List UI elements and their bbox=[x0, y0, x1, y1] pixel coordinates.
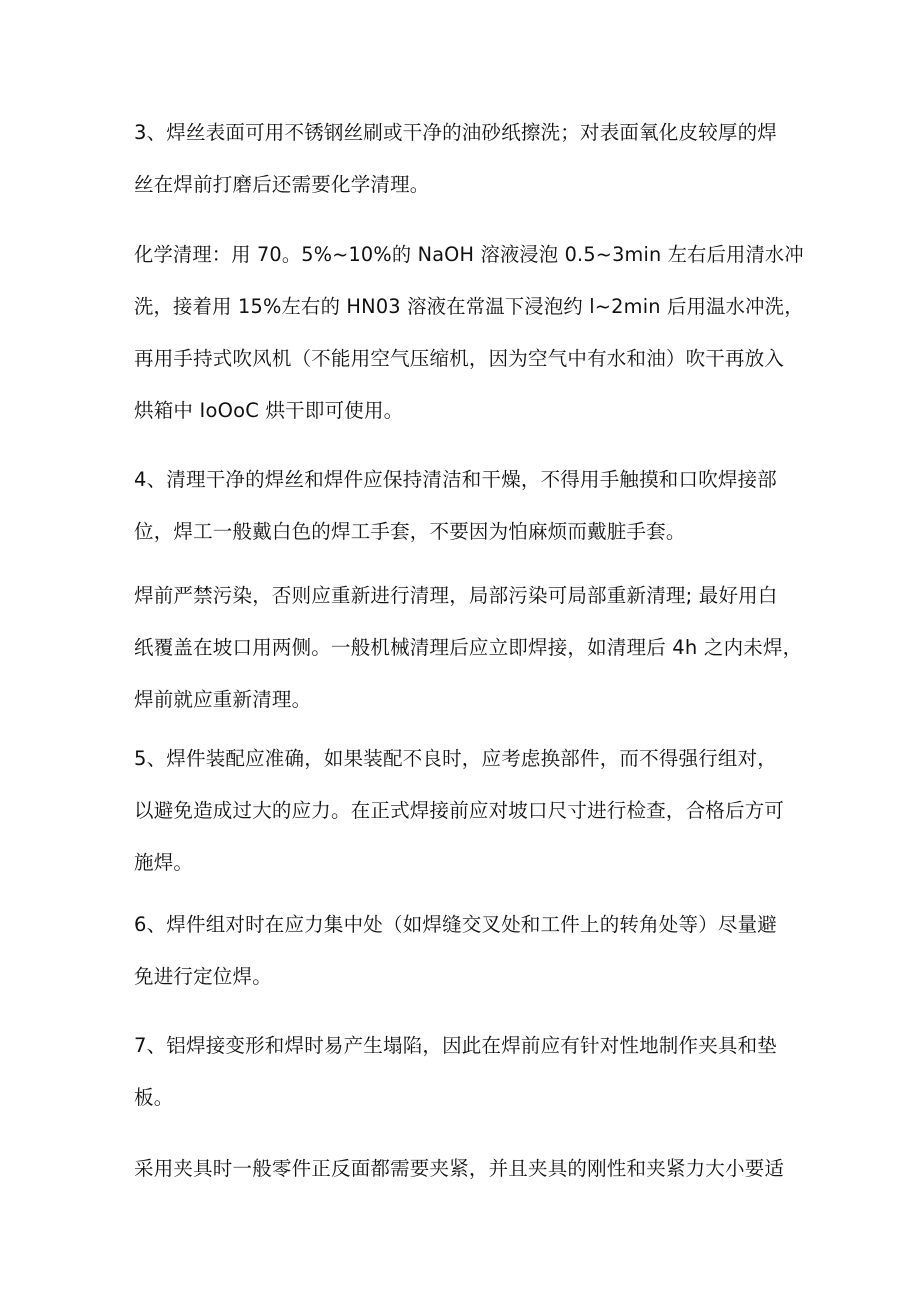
text-line: 位，焊工一般戴白色的焊工手套，不要因为怕麻烦而戴脏手套。 bbox=[134, 520, 686, 543]
text-line: 焊前严禁污染，否则应重新进行清理，局部污染可局部重新清理; 最好用白 bbox=[134, 584, 778, 607]
text-line: 免进行定位焊。 bbox=[134, 965, 272, 988]
paragraph-3-wire-cleaning bbox=[134, 107, 794, 211]
text-line: 焊前就应重新清理。 bbox=[134, 688, 312, 711]
text-line: 7、铝焊接变形和焊时易产生塌陷，因此在焊前应有针对性地制作夹具和垫 bbox=[134, 1034, 778, 1057]
text-line: 化学清理：用 70。5%~10%的 NaOH 溶液浸泡 0.5~3min 左右后用清水冲 bbox=[134, 243, 804, 266]
paragraph-clamping bbox=[134, 1143, 794, 1195]
text-line: 施焊。 bbox=[134, 851, 194, 874]
text-line: 板。 bbox=[134, 1086, 174, 1109]
paragraph-6-tack-weld bbox=[134, 899, 794, 1003]
text-line: 洗，接着用 15%左右的 HN03 溶液在常温下浸泡约 l~2min 后用温水冲洗， bbox=[134, 295, 804, 318]
text-line: 烘箱中 IoOoC 烘干即可使用。 bbox=[134, 399, 404, 422]
text-line: 3、焊丝表面可用不锈钢丝刷或干净的油砂纸擦洗；对表面氧化皮较厚的焊 bbox=[134, 121, 778, 144]
text-line: 采用夹具时一般零件正反面都需要夹紧，并且夹具的刚性和夹紧力大小要适 bbox=[134, 1157, 785, 1180]
paragraph-5-assembly bbox=[134, 733, 794, 889]
paragraph-no-contamination bbox=[134, 570, 803, 726]
text-line: 丝在焊前打磨后还需要化学清理。 bbox=[134, 173, 430, 196]
text-line: 5、焊件装配应准确，如果装配不良时，应考虑换部件，而不得强行组对， bbox=[134, 747, 778, 770]
text-line: 以避免造成过大的应力。在正式焊接前应对坡口尺寸进行检查，合格后方可 bbox=[134, 799, 785, 822]
paragraph-chemical-cleaning bbox=[134, 229, 804, 437]
text-line: 6、焊件组对时在应力集中处（如焊缝交叉处和工件上的转角处等）尽量避 bbox=[134, 913, 778, 936]
text-line: 纸覆盖在坡口用两侧。一般机械清理后应立即焊接，如清理后 4h 之内未焊， bbox=[134, 636, 803, 659]
text-line: 4、清理干净的焊丝和焊件应保持清洁和干燥，不得用手触摸和口吹焊接部 bbox=[134, 468, 778, 491]
paragraph-4-keep-clean bbox=[134, 454, 794, 558]
text-line: 再用手持式吹风机（不能用空气压缩机，因为空气中有水和油）吹干再放入 bbox=[134, 347, 785, 370]
paragraph-7-fixtures bbox=[134, 1020, 794, 1124]
